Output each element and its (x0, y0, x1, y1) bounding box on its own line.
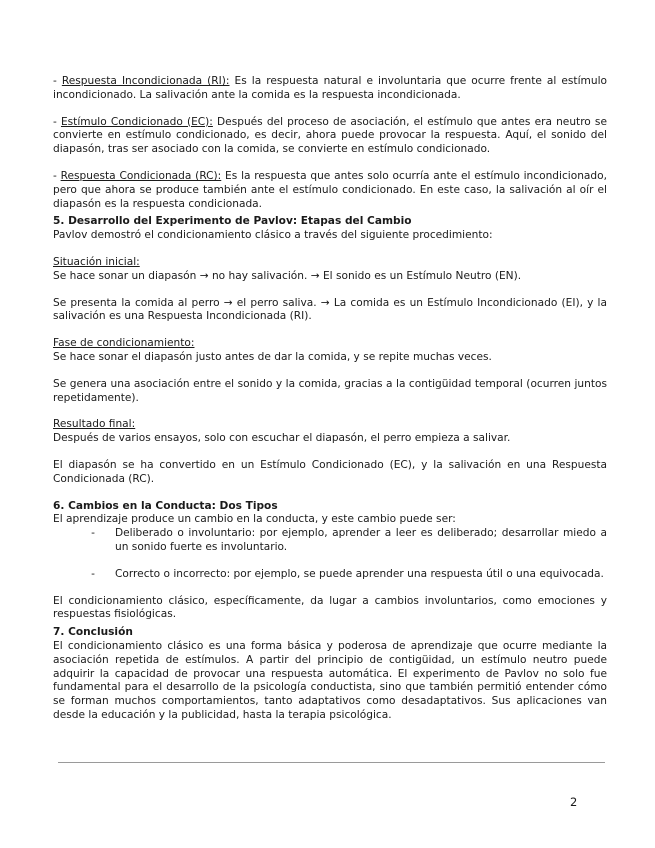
section-5-intro: Pavlov demostró el condicionamiento clásico a través del siguiente procedimiento: (53, 229, 493, 242)
definition-ec (47, 116, 607, 157)
phase-step-2: Se genera una asociación entre el sonido y la comida, gracias a la contigüidad temporal (ocurren juntos repetidamente). (53, 377, 607, 404)
initial-situation-label: Situación inicial: (53, 255, 140, 268)
page-number: 2 (570, 795, 578, 809)
section-5-heading: 5. Desarrollo del Experimento de Pavlov: Etapas del Cambio (53, 215, 412, 228)
bullet-text: Deliberado o involuntario: por ejemplo, aprender a leer es deliberado; desarrollar miedo a un sonido fuerte es involuntario. (115, 527, 607, 553)
initial-step-1: Se hace sonar un diapasón → no hay salivación. → El sonido es un Estímulo Neutro (EN). (53, 269, 522, 282)
bullet-text: Correcto o incorrecto: por ejemplo, se puede aprender una respuesta útil o una equivocada. (115, 567, 604, 580)
term-label: Respuesta Condicionada (RC): (60, 169, 222, 182)
definition-text: Es la respuesta que antes solo ocurría ante el estímulo incondicionado, pero que ahora se produce también ante el estímulo condicionado. En este caso, la salivación al oír el diapasón es la respuesta condicionada. (53, 169, 607, 210)
conclusion-text: El condicionamiento clásico es una forma básica y poderosa de aprendizaje que ocurre mediante la asociación repetida de estímulos. A partir del principio de contigüidad, un estímulo neutro puede adquirir la capacidad de provocar una respuesta automática. El experimento de Pavlov no solo fue fundamental para el desarrollo de la psicología conductista, sino que también permitió entender cómo se forman muchos comportamientos, tanto adaptativos como desadaptativos. Sus aplicaciones van desde la educación y la publicidad, hasta la terapia psicológica. (53, 639, 607, 721)
section-7-heading: 7. Conclusión (53, 626, 133, 639)
bullet-dash: - (91, 527, 95, 540)
section-6-closing: El condicionamiento clásico, específicamente, da lugar a cambios involuntarios, como emociones y respuestas fisiológicas. (53, 594, 607, 621)
final-result-label: Resultado final: (53, 418, 136, 431)
result-step-1: Después de varios ensayos, solo con escuchar el diapasón, el perro empieza a salivar. (53, 432, 511, 445)
bullet-dash: - (91, 567, 95, 580)
document-page (47, 75, 607, 723)
section-6-intro: El aprendizaje produce un cambio en la conducta, y este cambio puede ser: (53, 513, 456, 526)
phase-step-1: Se hace sonar el diapasón justo antes de dar la comida, y se repite muchas veces. (53, 350, 492, 363)
conditioning-phase-label: Fase de condicionamiento: (53, 337, 195, 350)
initial-step-2: Se presenta la comida al perro → el perro saliva. → La comida es un Estímulo Incondicionado (EI), y la salivación es una Respuesta Incondicionada (RI). (53, 296, 607, 323)
definition-text: Después del proceso de asociación, el estímulo que antes era neutro se convierte en estímulo condicionado, es decir, ahora puede provocar la respuesta. Aquí, el sonido del diapasón, tras ser asociado con la comida, se convierte en estímulo condicionado. (53, 115, 607, 156)
definition-rc (47, 170, 607, 211)
definition-text: Es la respuesta natural e involuntaria que ocurre frente al estímulo incondicionado. La salivación ante la comida es la respuesta incondicionada. (53, 75, 607, 101)
list-dash: - (53, 169, 61, 182)
term-label: Estímulo Condicionado (EC): (60, 115, 213, 128)
section-6-heading: 6. Cambios en la Conducta: Dos Tipos (53, 499, 278, 512)
footer-divider (58, 762, 605, 763)
list-item (47, 527, 607, 555)
list-item (47, 568, 607, 582)
term-label: Respuesta Incondicionada (RI): (61, 75, 230, 87)
definition-ri (47, 75, 607, 103)
result-step-2: El diapasón se ha convertido en un Estímulo Condicionado (EC), y la salivación en una Respuesta Condicionada (RC). (53, 458, 607, 485)
list-dash: - (53, 75, 62, 87)
list-dash: - (53, 115, 61, 128)
